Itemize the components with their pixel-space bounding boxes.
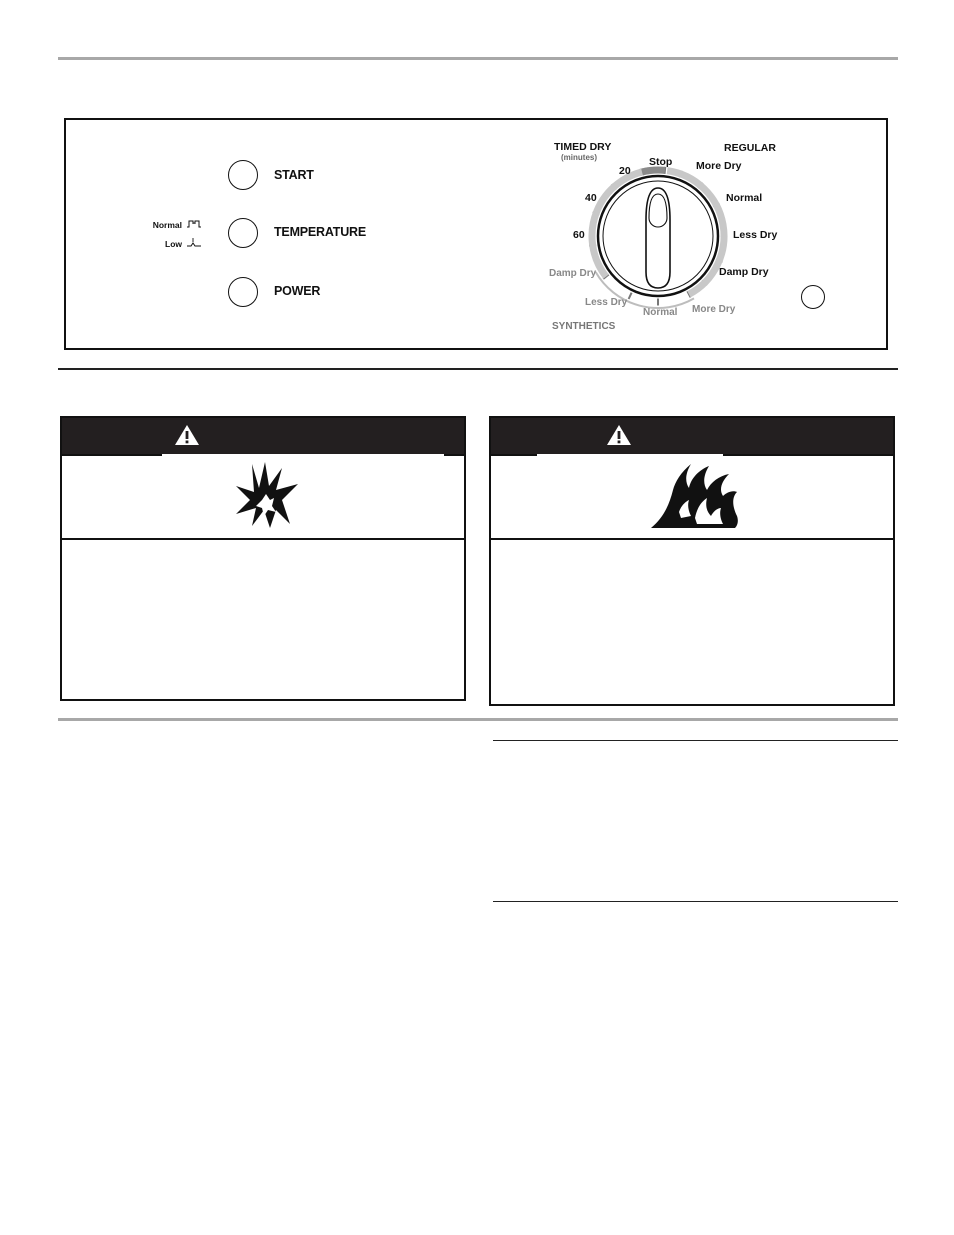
dial-regular-less-dry: Less Dry xyxy=(733,229,778,241)
dial-stop-band xyxy=(642,170,665,172)
warning-box-fire xyxy=(489,416,895,706)
dial-synthetics-damp-dry: Damp Dry xyxy=(549,268,597,279)
low-heat-icon xyxy=(186,237,202,249)
dial-regular-more-dry: More Dry xyxy=(696,160,742,172)
dial-timed-40: 40 xyxy=(585,192,597,204)
dial-regular-normal: Normal xyxy=(726,192,763,204)
dial-knob-pointer xyxy=(649,194,667,227)
warning-box-explosion xyxy=(60,416,466,701)
cycle-dial[interactable] xyxy=(520,130,810,340)
warning-triangle-icon xyxy=(174,424,200,446)
dial-synthetics-normal: Normal xyxy=(643,307,678,318)
temperature-button[interactable] xyxy=(228,218,258,248)
warning-icon-area xyxy=(62,454,464,540)
timed-dry-unit: (minutes) xyxy=(561,153,597,162)
top-divider xyxy=(58,57,898,60)
dial-tick-mark xyxy=(629,293,632,299)
warning-icon-area xyxy=(491,454,893,540)
warning-triangle-icon xyxy=(606,424,632,446)
dial-synthetics-less-dry: Less Dry xyxy=(585,297,628,308)
section-divider xyxy=(58,718,898,721)
synthetics-heading: SYNTHETICS xyxy=(552,321,616,332)
normal-heat-icon xyxy=(186,219,202,229)
start-label: START xyxy=(274,168,314,182)
dial-timed-20: 20 xyxy=(619,165,631,177)
explosion-icon xyxy=(232,460,302,530)
regular-heading: REGULAR xyxy=(724,142,776,154)
temperature-label: TEMPERATURE xyxy=(274,225,367,239)
temp-option-low: Low xyxy=(165,239,182,249)
start-button[interactable] xyxy=(228,160,258,190)
timed-dry-heading: TIMED DRY xyxy=(554,141,612,153)
fire-icon xyxy=(649,460,739,530)
dial-synthetics-more-dry: More Dry xyxy=(692,304,736,315)
warning-header xyxy=(491,418,893,454)
note-box-top-rule xyxy=(493,740,898,741)
dial-stop: Stop xyxy=(649,156,673,168)
power-label: POWER xyxy=(274,284,321,298)
panel-divider xyxy=(58,368,898,370)
dial-timed-60: 60 xyxy=(573,229,585,241)
dial-regular-damp-dry: Damp Dry xyxy=(719,266,769,278)
note-box-bottom-rule xyxy=(493,901,898,902)
temp-option-normal: Normal xyxy=(152,220,182,230)
warning-header xyxy=(62,418,464,454)
power-button[interactable] xyxy=(228,277,258,307)
